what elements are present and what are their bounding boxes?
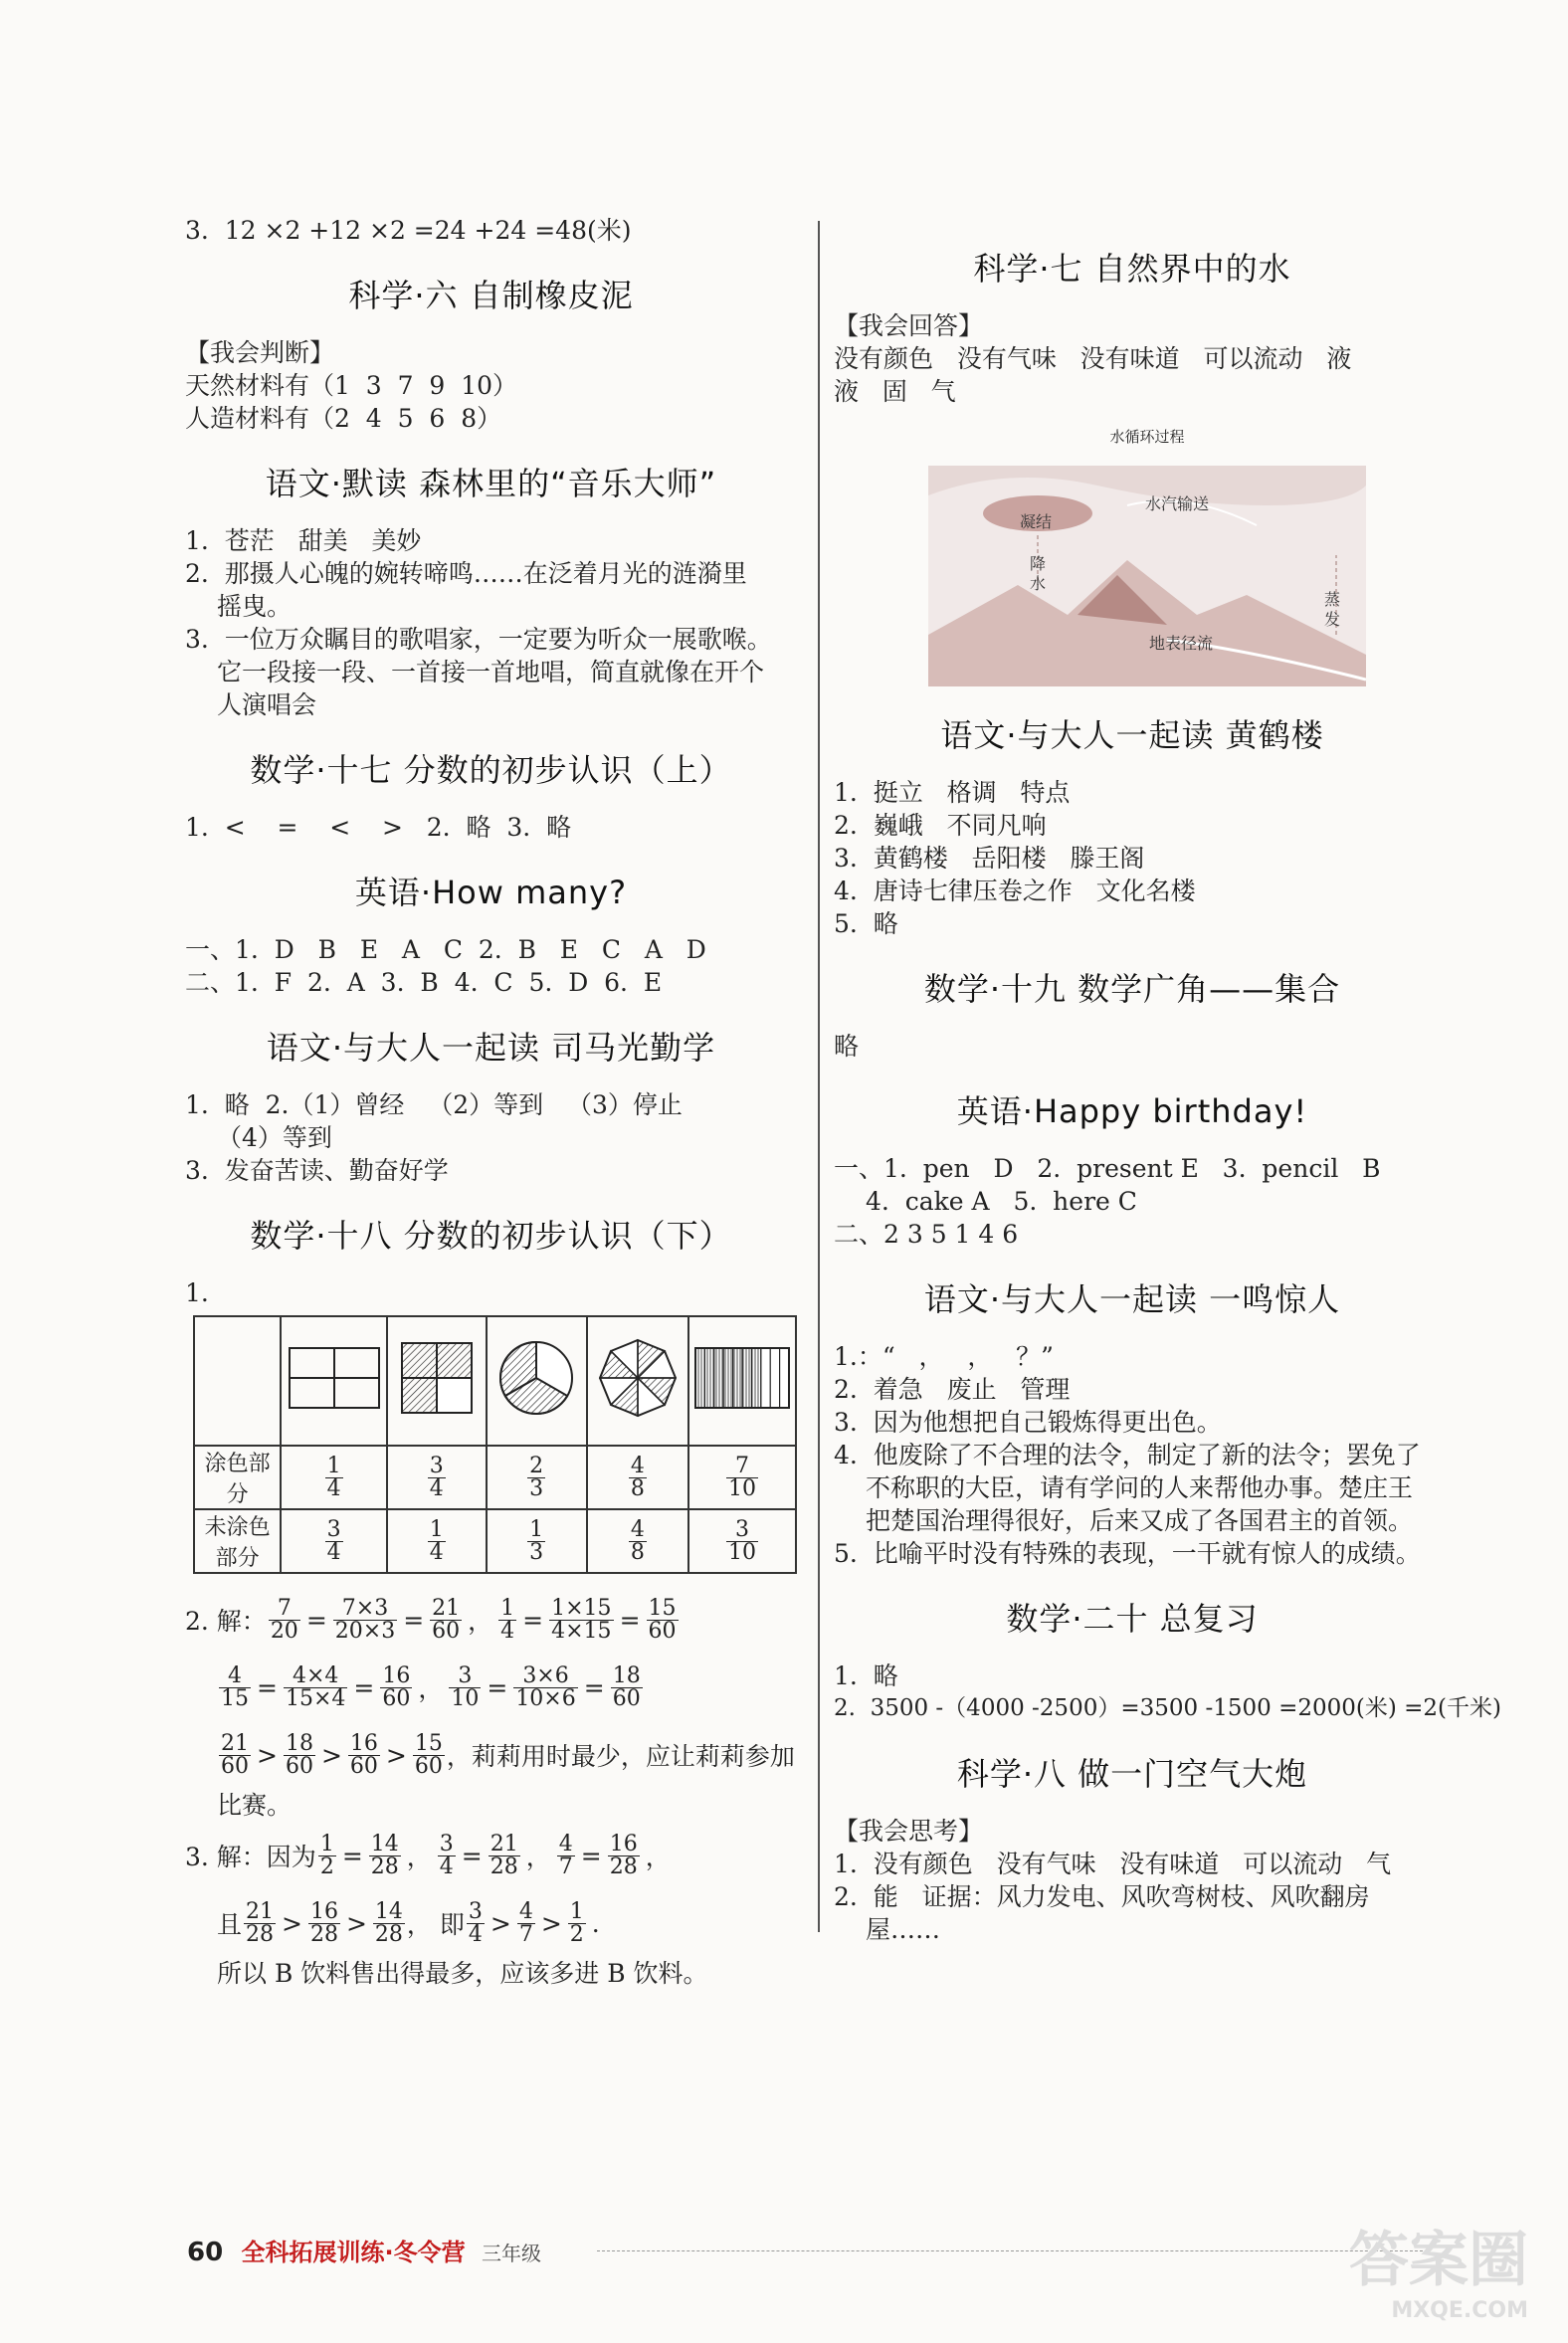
fraction bbox=[413, 1730, 445, 1779]
fraction-cell bbox=[281, 1446, 387, 1509]
answer-line: 4. cake A 5. here C bbox=[866, 1187, 1137, 1216]
fraction-cell bbox=[587, 1509, 688, 1573]
fraction bbox=[269, 1595, 300, 1644]
answer-line: 【我会思考】 bbox=[834, 1817, 984, 1846]
shape-cell bbox=[688, 1316, 796, 1446]
circle-thirds-icon bbox=[498, 1340, 574, 1416]
fraction bbox=[333, 1595, 397, 1644]
watermark-url: MXQE.COM bbox=[1391, 2298, 1528, 2323]
fraction bbox=[438, 1831, 456, 1879]
rectangle-quarters-icon bbox=[289, 1347, 380, 1409]
denominator: 28 bbox=[309, 1921, 338, 1947]
fraction bbox=[284, 1730, 315, 1779]
answer-line: 一、1. pen D 2. present E 3. pencil B bbox=[834, 1154, 1381, 1183]
numerator: 3 bbox=[468, 1898, 483, 1924]
section-title: 语文·与大人一起读 一鸣惊人 bbox=[923, 1280, 1341, 1318]
numerator: 1 bbox=[326, 1453, 341, 1478]
shape-cell bbox=[387, 1316, 487, 1446]
square-quarters-icon bbox=[401, 1342, 473, 1414]
answer-line: 1. 苍茫 甜美 美妙 bbox=[185, 526, 422, 555]
answer-line: 【我会判断】 bbox=[185, 338, 335, 367]
label-evaporation-2: 发 bbox=[1324, 610, 1341, 629]
answer-line: 【我会回答】 bbox=[834, 311, 984, 340]
denominator: 4×15 bbox=[551, 1618, 612, 1644]
fraction bbox=[498, 1595, 516, 1644]
fraction bbox=[244, 1898, 276, 1947]
denominator: 60 bbox=[382, 1685, 411, 1711]
numerator: 4 bbox=[630, 1516, 645, 1542]
answer-line: 2. 着急 废止 管理 bbox=[834, 1375, 1071, 1404]
answer-line: 3. 一位万众瞩目的歌唱家，一定要为听众一展歌喉。 bbox=[185, 625, 772, 654]
answer-line: 1. < = < > 2. 略 3. 略 bbox=[185, 813, 572, 842]
answer-line: 二、1. F 2. A 3. B 4. C 5. D 6. E bbox=[185, 968, 663, 997]
numerator: 3 bbox=[439, 1831, 454, 1856]
denominator: 10 bbox=[728, 1475, 757, 1501]
answer-line: 5. 略 bbox=[834, 909, 898, 938]
fraction-table bbox=[193, 1315, 797, 1574]
denominator: 28 bbox=[374, 1921, 403, 1947]
denominator: 10 bbox=[451, 1685, 480, 1711]
answer-line: 把楚国治理得很好，后来又成了各国君主的首领。 bbox=[866, 1506, 1414, 1535]
numerator: 1 bbox=[569, 1898, 584, 1924]
numerator: 16 bbox=[349, 1730, 378, 1756]
fraction-cell bbox=[387, 1509, 487, 1573]
denominator: 4 bbox=[439, 1854, 454, 1879]
numerator: 1 bbox=[529, 1516, 544, 1542]
answer-line: 没有颜色 没有气味 没有味道 可以流动 液 bbox=[834, 344, 1352, 373]
denominator: 28 bbox=[370, 1854, 399, 1879]
denominator: 2 bbox=[319, 1854, 334, 1879]
answer-text: 3. 解：因为 bbox=[185, 1843, 316, 1871]
shape-cell bbox=[487, 1316, 587, 1446]
section-title: 语文·与大人一起读 黄鹤楼 bbox=[940, 716, 1324, 754]
answer-line: 4. 唐诗七律压卷之作 文化名楼 bbox=[834, 877, 1196, 905]
fraction bbox=[430, 1595, 462, 1644]
denominator: 4 bbox=[468, 1921, 483, 1947]
numerator: 1 bbox=[500, 1595, 515, 1621]
numerator: 1 bbox=[429, 1516, 444, 1542]
row-label: 涂色部分 bbox=[194, 1446, 281, 1509]
right-column bbox=[834, 214, 1501, 1946]
denominator: 60 bbox=[612, 1685, 641, 1711]
section-title: 科学·七 自然界中的水 bbox=[973, 250, 1291, 288]
numerator: 16 bbox=[309, 1898, 338, 1924]
answer-line: 天然材料有（1 3 7 9 10） bbox=[185, 371, 518, 400]
answer-text: ，莉莉用时最少，应让莉莉参加 bbox=[446, 1742, 795, 1771]
fraction bbox=[549, 1595, 613, 1644]
fraction bbox=[308, 1898, 340, 1947]
denominator: 28 bbox=[490, 1854, 518, 1879]
fraction-cell bbox=[688, 1509, 796, 1573]
page-number: 60 bbox=[187, 2238, 224, 2267]
footer-divider bbox=[597, 2250, 1423, 2251]
answer-line: 1. bbox=[185, 1278, 209, 1307]
watermark bbox=[1349, 2213, 1528, 2323]
octagon-eighths-icon bbox=[598, 1338, 678, 1418]
fraction bbox=[557, 1831, 575, 1879]
denominator: 8 bbox=[630, 1475, 645, 1501]
answer-line: 比赛。 bbox=[217, 1791, 293, 1820]
denominator: 4 bbox=[326, 1539, 341, 1565]
fraction-cell bbox=[487, 1446, 587, 1509]
denominator: 28 bbox=[609, 1854, 638, 1879]
fraction bbox=[467, 1898, 485, 1947]
rectangle-tenths-icon bbox=[694, 1347, 790, 1409]
water-cycle-figure bbox=[928, 426, 1366, 686]
section-title: 科学·六 自制橡皮泥 bbox=[348, 277, 634, 314]
numerator: 7 bbox=[726, 1456, 758, 1478]
denominator: 20×3 bbox=[334, 1618, 396, 1644]
denominator: 4 bbox=[429, 1475, 444, 1501]
denominator: 60 bbox=[349, 1753, 378, 1779]
answer-line: 2. 3500 -（4000 -2500）=3500 -1500 =2000(米) =2(千米) bbox=[834, 1695, 1501, 1721]
answer-line: 3. 黄鹤楼 岳阳楼 滕王阁 bbox=[834, 844, 1145, 873]
column-divider bbox=[818, 221, 820, 1932]
fraction bbox=[513, 1662, 577, 1711]
fraction bbox=[373, 1898, 405, 1947]
denominator: 7 bbox=[518, 1921, 533, 1947]
answer-line: 2. 巍峨 不同凡响 bbox=[834, 811, 1047, 840]
answer-line: 5. 比喻平时没有特殊的表现，一干就有惊人的成绩。 bbox=[834, 1539, 1421, 1568]
left-column bbox=[185, 214, 797, 1990]
fraction bbox=[348, 1730, 380, 1779]
denominator: 3 bbox=[529, 1539, 544, 1565]
numerator: 3 bbox=[726, 1519, 758, 1542]
section-title: 数学·十七 分数的初步认识（上） bbox=[250, 751, 732, 789]
figure-caption: 水循环过程 bbox=[1109, 428, 1185, 446]
denominator: 60 bbox=[648, 1618, 677, 1644]
section-title: 英语·How many? bbox=[354, 874, 628, 911]
denominator: 8 bbox=[630, 1539, 645, 1565]
section-title: 数学·十八 分数的初步认识（下） bbox=[250, 1217, 732, 1255]
denominator: 4 bbox=[429, 1539, 444, 1565]
book-title: 全科拓展训练·冬令营 bbox=[241, 2239, 466, 2266]
answer-text: 2. 解： bbox=[185, 1607, 267, 1636]
label-precipitation-2: 水 bbox=[1030, 574, 1047, 593]
fraction-cell bbox=[587, 1446, 688, 1509]
answer-line: 1.：“ ， ， ？” bbox=[834, 1342, 1054, 1371]
answer-line: 1. 略 2.（1）曾经 （2）等到 （3）停止 bbox=[185, 1090, 683, 1119]
numerator: 1×15 bbox=[551, 1595, 612, 1621]
numerator: 2 bbox=[529, 1453, 544, 1478]
numerator: 21 bbox=[246, 1898, 275, 1924]
answer-line: 2. 那摄人心魄的婉转啼鸣……在泛着月光的涟漪里 bbox=[185, 559, 747, 588]
numerator: 4 bbox=[558, 1831, 573, 1856]
section-title: 语文·与大人一起读 司马光勤学 bbox=[266, 1029, 716, 1067]
answer-line: 略 bbox=[834, 1032, 860, 1061]
fraction-cell bbox=[281, 1509, 387, 1573]
fraction bbox=[489, 1831, 520, 1879]
answer-line: 屋…… bbox=[866, 1915, 941, 1944]
section-title: 科学·八 做一门空气大炮 bbox=[956, 1755, 1308, 1793]
shape-cell bbox=[281, 1316, 387, 1446]
denominator: 28 bbox=[246, 1921, 275, 1947]
answer-line: 3. 12 ×2 +12 ×2 =24 +24 =48(米) bbox=[185, 216, 632, 245]
numerator: 1 bbox=[319, 1831, 334, 1856]
denominator: 60 bbox=[221, 1753, 249, 1779]
denominator: 60 bbox=[414, 1753, 443, 1779]
section-title: 数学·二十 总复习 bbox=[1006, 1600, 1259, 1638]
numerator: 7 bbox=[269, 1598, 300, 1621]
fraction bbox=[449, 1662, 481, 1711]
denominator: 10×6 bbox=[515, 1685, 576, 1711]
answer-line: 不称职的大臣，请有学问的人来帮他办事。楚庄王 bbox=[866, 1473, 1414, 1502]
fraction bbox=[219, 1730, 251, 1779]
answer-line: 所以 B 饮料售出得最多，应该多进 B 饮料。 bbox=[217, 1959, 708, 1988]
fraction bbox=[219, 1662, 251, 1711]
label-surface-runoff: 地表径流 bbox=[1149, 634, 1214, 653]
answer-line: 人演唱会 bbox=[217, 690, 317, 719]
denominator: 15 bbox=[221, 1685, 249, 1711]
fraction-cell bbox=[487, 1509, 587, 1573]
numerator: 16 bbox=[382, 1662, 411, 1688]
fraction bbox=[284, 1662, 347, 1711]
math-line: $\frac{4}{15}$ = $\frac{4\times 4}{15\times 4}$ = $\frac{16}{60}$ ， $\frac{3}{10}$ = $\frac{3\times 6}{10\times 6}$ = $\frac{18}{60}$ bbox=[221, 1662, 641, 1711]
answer-line: 摇曳。 bbox=[217, 592, 293, 621]
numerator: 21 bbox=[432, 1595, 461, 1621]
fraction bbox=[517, 1898, 535, 1947]
answer-line: 它一段接一段、一首接一首地唱，简直就像在开个 bbox=[217, 658, 765, 686]
numerator: 3 bbox=[449, 1665, 481, 1688]
numerator: 3×6 bbox=[513, 1665, 577, 1688]
answer-line: 人造材料有（2 4 5 6 8） bbox=[185, 404, 502, 433]
fraction bbox=[647, 1595, 679, 1644]
math-line: $\frac{21}{60}$ > $\frac{18}{60}$ > $\frac{16}{60}$ > $\frac{15}{60}$ ，莉莉用时最少，应让莉莉参加 bbox=[221, 1730, 795, 1779]
answer-line: 1. 略 bbox=[834, 1661, 898, 1690]
math-line: 3. 解：因为 $\frac{1}{2}$ = $\frac{14}{28}$ ， $\frac{3}{4}$ = $\frac{21}{28}$ ， $\frac{4}{7}$ = $\frac{16}{28}$ ， bbox=[185, 1831, 671, 1879]
label-vapor-transport: 水汽输送 bbox=[1145, 494, 1210, 513]
answer-line: （4）等到 bbox=[217, 1123, 332, 1152]
denominator: 4 bbox=[500, 1618, 515, 1644]
numerator: 4×4 bbox=[284, 1665, 347, 1688]
fraction bbox=[611, 1662, 643, 1711]
numerator: 3 bbox=[429, 1453, 444, 1478]
answer-line: 1. 挺立 格调 特点 bbox=[834, 778, 1071, 807]
denominator: 7 bbox=[558, 1854, 573, 1879]
denominator: 3 bbox=[529, 1475, 544, 1501]
numerator: 21 bbox=[490, 1831, 518, 1856]
fraction-cell bbox=[387, 1446, 487, 1509]
fraction-cell bbox=[688, 1446, 796, 1509]
numerator: 7×3 bbox=[333, 1598, 397, 1621]
table-corner-cell bbox=[194, 1316, 281, 1446]
answer-line: 二、2 3 5 1 4 6 bbox=[834, 1220, 1019, 1249]
answer-line: 3. 发奋苦读、勤奋好学 bbox=[185, 1156, 449, 1185]
numerator: 16 bbox=[609, 1831, 638, 1856]
math-line: 2. 解： $\frac{7}{20}$ = $\frac{7\times 3}{20\times 3}$ = $\frac{21}{60}$ ， $\frac{1}{4}$ = $\frac{1\times 15}{4\times 15}$ = $\frac{15}{60}$ bbox=[185, 1595, 677, 1644]
fraction bbox=[380, 1662, 412, 1711]
denominator: 10 bbox=[728, 1539, 757, 1565]
label-precipitation-1: 降 bbox=[1030, 554, 1047, 573]
label-evaporation-1: 蒸 bbox=[1324, 590, 1341, 609]
numerator: 4 bbox=[518, 1898, 533, 1924]
numerator: 21 bbox=[221, 1730, 249, 1756]
numerator: 14 bbox=[370, 1831, 399, 1856]
page-footer bbox=[187, 2233, 541, 2267]
section-title: 数学·十九 数学广角——集合 bbox=[923, 970, 1341, 1008]
fraction bbox=[318, 1831, 336, 1879]
fraction bbox=[608, 1831, 640, 1879]
answer-line: 一、1. D B E A C 2. B E C A D bbox=[185, 935, 706, 964]
fraction bbox=[568, 1898, 586, 1947]
math-line: 且 $\frac{21}{28}$ > $\frac{16}{28}$ > $\frac{14}{28}$ ， 即 $\frac{3}{4}$ > $\frac{4}{7}$ > $\frac{1}{2}$ . bbox=[217, 1898, 600, 1947]
section-title: 英语·Happy birthday! bbox=[956, 1092, 1308, 1130]
denominator: 60 bbox=[432, 1618, 461, 1644]
answer-line: 液 固 气 bbox=[834, 377, 956, 406]
row-label: 未涂色部分 bbox=[194, 1509, 281, 1573]
answer-text: ， 即 bbox=[406, 1910, 465, 1939]
numerator: 18 bbox=[285, 1730, 313, 1756]
shape-cell bbox=[587, 1316, 688, 1446]
denominator: 15×4 bbox=[285, 1685, 346, 1711]
numerator: 18 bbox=[612, 1662, 641, 1688]
answer-text: 且 bbox=[217, 1910, 243, 1939]
section-title: 语文·默读 森林里的“音乐大师” bbox=[265, 465, 717, 502]
numerator: 3 bbox=[326, 1516, 341, 1542]
denominator: 60 bbox=[285, 1753, 313, 1779]
denominator: 2 bbox=[569, 1921, 584, 1947]
label-condensation: 凝结 bbox=[1020, 512, 1053, 531]
answer-line: 2. 能 证据：风力发电、风吹弯树枝、风吹翻房 bbox=[834, 1882, 1370, 1911]
numerator: 15 bbox=[648, 1595, 677, 1621]
denominator: 20 bbox=[270, 1618, 298, 1644]
watermark-logo-text: 答案圈 bbox=[1349, 2226, 1528, 2295]
numerator: 14 bbox=[374, 1898, 403, 1924]
numerator: 4 bbox=[630, 1453, 645, 1478]
grade-label: 三年级 bbox=[482, 2242, 542, 2265]
answer-line: 1. 没有颜色 没有气味 没有味道 可以流动 气 bbox=[834, 1850, 1392, 1878]
numerator: 15 bbox=[414, 1730, 443, 1756]
denominator: 4 bbox=[326, 1475, 341, 1501]
answer-line: 4. 他废除了不合理的法令，制定了新的法令；罢免了 bbox=[834, 1441, 1421, 1469]
fraction bbox=[369, 1831, 401, 1879]
answer-line: 3. 因为他想把自己锻炼得更出色。 bbox=[834, 1408, 1222, 1437]
numerator: 4 bbox=[219, 1665, 251, 1688]
